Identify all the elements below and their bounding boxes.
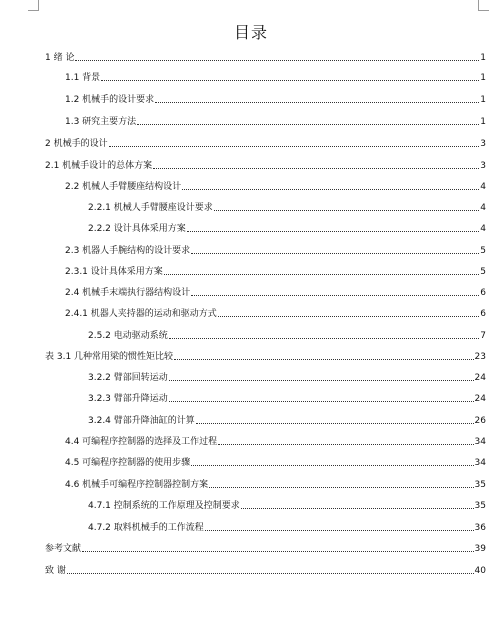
toc-entry-page-number: 1 (480, 117, 486, 127)
toc-entry-page-number: 23 (474, 352, 486, 362)
toc-entry[interactable] (65, 455, 486, 469)
dot-leader (169, 338, 479, 339)
dot-leader (187, 231, 479, 232)
toc-entry[interactable] (88, 498, 486, 512)
toc-entry-label: 参考文献 (45, 544, 82, 554)
toc-entry[interactable] (88, 370, 486, 384)
toc-entry-page-number: 35 (474, 480, 486, 490)
toc-entry-page-number: 26 (474, 416, 486, 426)
toc-entry-page-number: 1 (480, 53, 486, 63)
dot-leader (169, 380, 474, 381)
toc-entry[interactable] (65, 114, 486, 128)
toc-entry[interactable] (88, 328, 486, 342)
toc-entry[interactable] (88, 413, 486, 427)
toc-entry-page-number: 1 (480, 73, 486, 83)
toc-entry-page-number: 3 (480, 139, 486, 149)
dot-leader (182, 189, 479, 190)
toc-entry-label: 4.6 机械手可编程序控制器控制方案 (65, 480, 209, 490)
toc-entry-page-number: 3 (480, 161, 486, 171)
toc-entry-page-number: 6 (480, 309, 486, 319)
toc-entry-label: 4.7.2 取料机械手的工作流程 (88, 523, 204, 533)
dot-leader (218, 444, 473, 445)
toc-entry[interactable] (65, 434, 486, 448)
toc-entry-label: 2.3.1 设计具体采用方案 (65, 267, 163, 277)
toc-entry-page-number: 35 (474, 501, 486, 511)
dot-leader (101, 80, 479, 81)
toc-entry-page-number: 6 (480, 288, 486, 298)
dot-leader (205, 530, 474, 531)
dot-leader (191, 465, 473, 466)
toc-entry[interactable] (65, 70, 486, 84)
dot-leader (67, 573, 474, 574)
toc-entry[interactable] (88, 520, 486, 534)
toc-entry-label: 4.7.1 控制系统的工作原理及控制要求 (88, 501, 240, 511)
page-corner-mark-right (478, 0, 489, 11)
dot-leader (155, 102, 479, 103)
toc-entry-page-number: 1 (480, 95, 486, 105)
toc-entry[interactable] (88, 221, 486, 235)
toc-entry-label: 3.2.2 臂部回转运动 (88, 373, 168, 383)
toc-entry-label: 2.4 机械手末端执行器结构设计 (65, 288, 191, 298)
toc-entry[interactable] (65, 477, 486, 491)
dot-leader (214, 210, 479, 211)
toc-entry-label: 2.5.2 电动驱动系统 (88, 331, 168, 341)
toc-entry-page-number: 4 (480, 203, 486, 213)
toc-entry[interactable] (45, 563, 486, 577)
toc-entry-label: 4.4 可编程序控制器的选择及工作过程 (65, 437, 218, 447)
toc-entry-page-number: 39 (474, 544, 486, 554)
toc-entry[interactable] (45, 349, 486, 363)
toc-entry[interactable] (88, 391, 486, 405)
toc-entry[interactable] (65, 243, 486, 257)
toc-entry[interactable] (65, 285, 486, 299)
toc-entry-label: 致 谢 (45, 566, 66, 576)
page-corner-mark-left (28, 0, 39, 11)
toc-entry-page-number: 4 (480, 224, 486, 234)
toc-entry-label: 4.5 可编程序控制器的使用步骤 (65, 458, 191, 468)
dot-leader (137, 124, 479, 125)
dot-leader (218, 316, 479, 317)
toc-entry[interactable] (45, 541, 486, 555)
toc-entry-page-number: 5 (480, 267, 486, 277)
page-title: 目录 (233, 23, 268, 42)
dot-leader (109, 146, 479, 147)
toc-entry-label: 2.2.1 机械人手臂腰座设计要求 (88, 203, 213, 213)
toc-entry-label: 2.3 机器人手腕结构的设计要求 (65, 246, 191, 256)
toc-entry-label: 1.3 研究主要方法 (65, 117, 137, 127)
dot-leader (82, 551, 474, 552)
dot-leader (191, 295, 479, 296)
toc-entry[interactable] (65, 92, 486, 106)
toc-entry-label: 2.1 机械手设计的总体方案 (45, 161, 153, 171)
toc-entry-label: 2.2.2 设计具体采用方案 (88, 224, 186, 234)
toc-entry-page-number: 24 (474, 394, 486, 404)
toc-entry-label: 1.2 机械手的设计要求 (65, 95, 155, 105)
dot-leader (196, 423, 474, 424)
dot-leader (241, 508, 474, 509)
toc-entry-label: 1.1 背景 (65, 73, 101, 83)
toc-entry-page-number: 5 (480, 246, 486, 256)
toc-entry-page-number: 36 (474, 523, 486, 533)
dot-leader (164, 274, 479, 275)
toc-entry[interactable] (45, 50, 486, 64)
toc-entry-page-number: 7 (480, 331, 486, 341)
toc-entry-page-number: 24 (474, 373, 486, 383)
toc-entry[interactable] (65, 179, 486, 193)
dot-leader (174, 359, 474, 360)
toc-entry-page-number: 34 (474, 458, 486, 468)
dot-leader (209, 487, 473, 488)
toc-entry[interactable] (65, 306, 486, 320)
toc-entry-label: 2 机械手的设计 (45, 139, 108, 149)
toc-entry-page-number: 34 (474, 437, 486, 447)
toc-entry-page-number: 4 (480, 182, 486, 192)
dot-leader (191, 253, 479, 254)
toc-entry[interactable] (88, 200, 486, 214)
toc-entry-label: 2.2 机械人手臂腰座结构设计 (65, 182, 182, 192)
toc-entry[interactable] (45, 158, 486, 172)
toc-entry-label: 2.4.1 机器人夹持器的运动和驱动方式 (65, 309, 217, 319)
toc-entry-label: 3.2.4 臂部升降油缸的计算 (88, 416, 195, 426)
dot-leader (75, 60, 479, 61)
toc-entry-label: 1 绪 论 (45, 53, 75, 63)
toc-entry[interactable] (45, 136, 486, 150)
toc-entry-label: 3.2.3 臂部升降运动 (88, 394, 168, 404)
dot-leader (169, 401, 474, 402)
toc-entry[interactable] (65, 264, 486, 278)
toc-entry-label: 表 3.1 几种常用梁的惯性矩比较 (45, 352, 174, 362)
dot-leader (153, 168, 479, 169)
toc-entry-page-number: 40 (474, 566, 486, 576)
